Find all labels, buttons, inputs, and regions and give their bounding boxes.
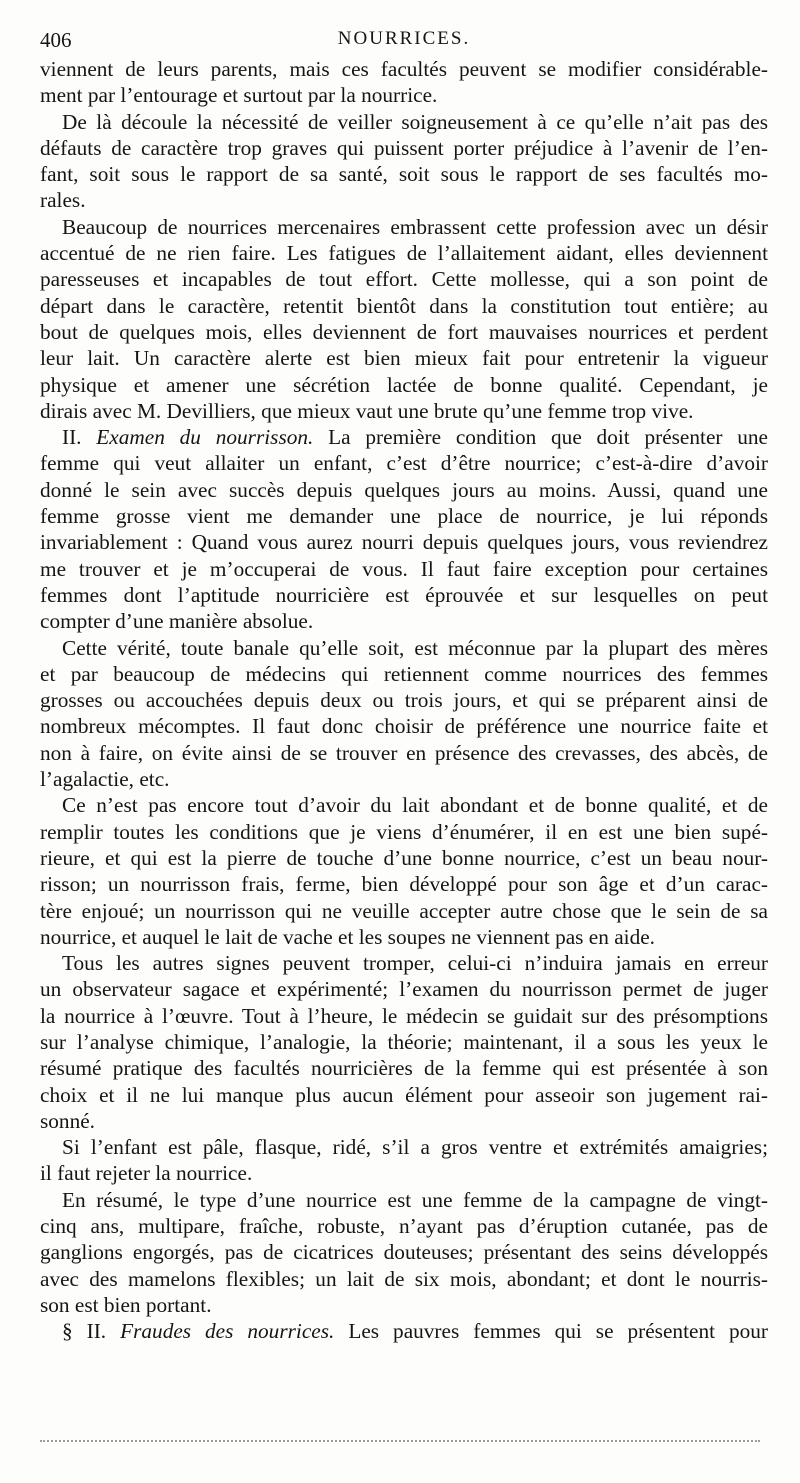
text-line: bout de quelques mois, elles deviennent de fort mauvaises nourrices et perdent	[40, 319, 768, 344]
text-line: tère enjoué; un nourrisson qui ne veuille accepter autre chose que le sein de sa	[40, 898, 768, 923]
section-examen	[40, 424, 768, 634]
text-line: dirais avec M. Devilliers, que mieux vaut une brute qu’une femme trop vive.	[40, 398, 694, 423]
text-line: départ dans le caractère, retentit bientôt dans la constitution tout entière; au	[40, 293, 768, 318]
text-line: me trouver et je m’occuperai de vous. Il faut faire exception pour certaines	[40, 556, 768, 581]
text-line: accentué de ne rien faire. Les fatigues de l’allaitement aidant, elles deviennent	[40, 241, 768, 266]
text-line: cinq ans, multipare, fraîche, robuste, n’ayant pas d’éruption cutanée, pas de	[40, 1214, 768, 1239]
text-line: rieure, et qui est la pierre de touche d’une bonne nourrice, c’est un beau nour-	[40, 845, 768, 870]
text-fragment: La première condition que doit présenter une	[328, 425, 769, 450]
section-number: II.	[62, 425, 82, 450]
text-line: De là découle la nécessité de veiller soigneusement à ce qu’elle n’ait pas des	[62, 109, 768, 134]
text-line: fant, soit sous le rapport de sa santé, soit sous le rapport de ses facultés mo-	[40, 162, 768, 187]
paragraph-signes	[40, 950, 768, 1134]
text-line: femme grosse vient me demander une place de nourrice, je lui réponds	[40, 504, 768, 529]
text-line: En résumé, le type d’une nourrice est une femme de la campagne de vingt-	[62, 1187, 768, 1212]
text-line: il faut rejeter la nourrice.	[40, 1161, 253, 1186]
text-line: sonné.	[40, 1108, 96, 1133]
section-heading-line	[40, 424, 768, 450]
running-title: NOURRICES.	[337, 28, 471, 49]
text-line: invariablement : Quand vous aurez nourri depuis quelques jours, vous reviendrez	[40, 530, 768, 555]
text-line: avec des mamelons flexibles; un lait de six mois, abondant; et dont le nourris-	[40, 1266, 768, 1291]
text-line: Tous les autres signes peuvent tromper, celui-ci n’induira jamais en erreur	[62, 951, 768, 976]
text-line: Cette vérité, toute banale qu’elle soit, est méconnue par la plupart des mères	[62, 635, 768, 660]
section-title: Examen du nourrisson.	[96, 425, 314, 450]
bottom-cut-line	[40, 1440, 760, 1442]
text-line: Si l’enfant est pâle, flasque, ridé, s’il a gros ventre et extrémités amaigries;	[62, 1135, 768, 1160]
paragraph-mercenaries	[40, 214, 768, 424]
text-line: Ce n’est pas encore tout d’avoir du lait abondant et de bonne qualité, et de	[62, 793, 768, 818]
text-line: résumé pratique des facultés nourricières de la femme qui est présentée à son	[40, 1056, 768, 1081]
text-line: donné le sein avec succès depuis quelques jours au moins. Aussi, quand une	[40, 477, 768, 502]
text-line: sur l’analyse chimique, l’analogie, la théorie; maintenant, il a sous les yeux le	[40, 1029, 768, 1054]
text-line: femmes dont l’aptitude nourricière est éprouvée et sur lesquelles on peut	[40, 582, 768, 607]
text-line: choix et il ne lui manque plus aucun élément pour asseoir son jugement rai-	[40, 1082, 768, 1107]
paragraph-continuation	[40, 56, 768, 109]
text-line: rales.	[40, 188, 86, 213]
text-line: et par beaucoup de médecins qui retiennent comme nourrices des femmes	[40, 661, 768, 686]
text-line: défauts de caractère trop graves qui puissent porter préjudice à l’avenir de l’en-	[40, 135, 768, 160]
text-line: Beaucoup de nourrices mercenaires embrassent cette profession avec un désir	[62, 214, 768, 239]
text-line: viennent de leurs parents, mais ces facultés peuvent se modifier considérable-	[40, 57, 768, 81]
text-fragment: Les pauvres femmes qui se présentent pour	[348, 1319, 769, 1344]
text-line: physique et amener une sécrétion lactée de bonne qualité. Cependant, je	[40, 372, 768, 397]
text-line: risson; un nourrisson frais, ferme, bien développé pour son âge et d’un carac-	[40, 872, 768, 897]
text-line: remplir toutes les conditions que je viens d’énumérer, il en est une bien supé-	[40, 819, 768, 844]
paragraph-enfant	[40, 1134, 768, 1187]
text-line: non à faire, on évite ainsi de se trouver en présence des crevasses, des abcès, de	[40, 740, 768, 765]
text-line: paresseuses et incapables de tout effort. Cette mollesse, qui a son point de	[40, 267, 768, 292]
text-line: son est bien portant.	[40, 1292, 212, 1317]
text-line: nourrice, et auquel le lait de vache et les soupes ne viennent pas en aide.	[40, 924, 655, 949]
text-line: ganglions engorgés, pas de cicatrices douteuses; présentant des seins développés	[40, 1240, 768, 1265]
text-line: femme qui veut allaiter un enfant, c’est d’être nourrice; c’est-à-dire d’avoir	[40, 451, 768, 476]
page-number: 406	[40, 28, 72, 52]
section-title: Fraudes des nourrices.	[120, 1319, 335, 1344]
paragraph-character	[40, 109, 768, 214]
section-number: § II.	[62, 1319, 107, 1344]
text-line: compter d’une manière absolue.	[40, 609, 314, 634]
text-line: ment par l’entourage et surtout par la nourrice.	[40, 83, 438, 108]
section-fraudes	[40, 1318, 768, 1344]
paragraph-resume	[40, 1187, 768, 1318]
paragraph-verite	[40, 635, 768, 793]
section-heading-line	[40, 1318, 768, 1344]
text-line: un observateur sagace et expérimenté; l’examen du nourrisson permet de juger	[40, 977, 768, 1002]
text-line: la nourrice à l’œuvre. Tout à l’heure, le médecin se guidait sur des présomptions	[40, 1003, 768, 1028]
text-line: grosses ou accouchées depuis deux ou trois jours, et qui se préparent ainsi de	[40, 688, 768, 713]
paragraph-nourrisson	[40, 792, 768, 950]
text-line: l’agalactie, etc.	[40, 767, 170, 792]
text-line: leur lait. Un caractère alerte est bien mieux fait pour entretenir la vigueur	[40, 346, 768, 371]
text-line: nombreux mécomptes. Il faut donc choisir de préférence une nourrice faite et	[40, 714, 768, 739]
book-page	[40, 22, 768, 1345]
page-header	[40, 22, 768, 56]
